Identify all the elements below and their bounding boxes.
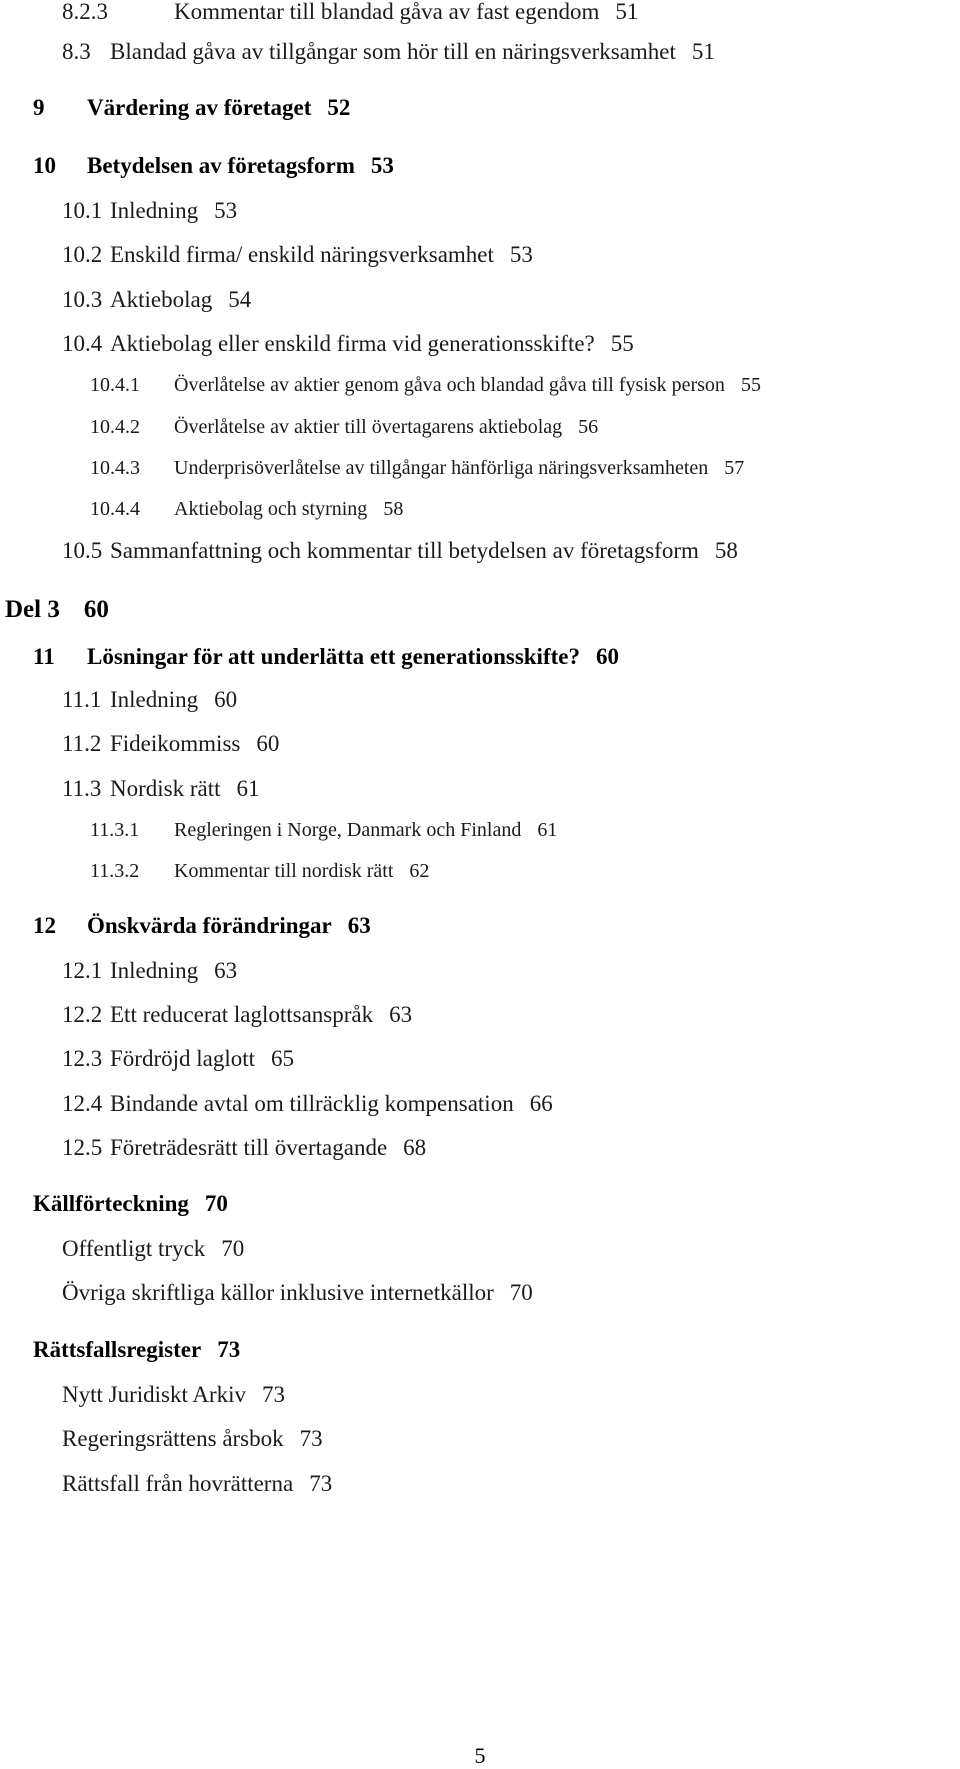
- toc-entry-title: Fördröjd laglott: [110, 1046, 256, 1071]
- toc-entry-title: Kommentar till nordisk rätt: [174, 860, 394, 882]
- toc-entry-page: 55: [610, 331, 634, 356]
- toc-entry[interactable]: [62, 1237, 244, 1260]
- toc-entry-page: 54: [228, 287, 252, 312]
- toc-entry-page: 60: [256, 731, 280, 756]
- toc-entry-title: Underprisöverlåtelse av tillgångar hänförliga näringsverksamheten: [174, 457, 709, 479]
- toc-entry-title: Källförteckning: [33, 1191, 189, 1216]
- toc-entry-title: Inledning: [110, 198, 199, 223]
- toc-entry-title: Bindande avtal om tillräcklig kompensation: [110, 1091, 514, 1116]
- toc-entry-number: 12.1: [62, 958, 103, 983]
- toc-entry[interactable]: [62, 332, 634, 355]
- toc-entry[interactable]: [62, 688, 237, 711]
- toc-entry-page: 63: [347, 913, 371, 938]
- toc-entry-number: 11.3.1: [90, 819, 140, 841]
- toc-entry[interactable]: [90, 820, 557, 840]
- toc-entry-page: 60: [595, 644, 619, 669]
- toc-entry-title: Enskild firma/ enskild näringsverksamhet: [110, 242, 494, 267]
- toc-entry[interactable]: [33, 645, 619, 668]
- toc-entry-page: 60: [83, 596, 109, 623]
- toc-entry-page: 66: [529, 1091, 553, 1116]
- toc-entry-title: Lösningar för att underlätta ett generationsskifte?: [87, 644, 580, 669]
- toc-entry-title: Övriga skriftliga källor inklusive internetkällor: [62, 1280, 494, 1305]
- toc-entry-page: 73: [262, 1382, 286, 1407]
- toc-entry-title: Rättsfallsregister: [33, 1337, 202, 1362]
- toc-entry[interactable]: [33, 154, 394, 177]
- toc-entry-title: Betydelsen av företagsform: [87, 153, 355, 178]
- toc-entry-title: Blandad gåva av tillgångar som hör till en näringsverksamhet: [110, 39, 676, 64]
- toc-entry-page: 63: [214, 958, 238, 983]
- toc-entry-title: Offentligt tryck: [62, 1236, 206, 1261]
- toc-entry-page: 53: [509, 242, 533, 267]
- toc-entry-title: Aktiebolag och styrning: [174, 498, 368, 520]
- toc-entry-page: 53: [214, 198, 238, 223]
- toc-entry[interactable]: [90, 417, 598, 437]
- toc-entry-number: 11.1: [62, 687, 102, 712]
- toc-entry-page: 57: [724, 457, 745, 479]
- toc-entry-page: 55: [740, 374, 761, 396]
- toc-entry-page: 73: [217, 1337, 241, 1362]
- toc-entry[interactable]: [62, 288, 251, 311]
- toc-entry-page: 70: [204, 1191, 228, 1216]
- toc-entry[interactable]: [5, 597, 109, 622]
- toc-entry[interactable]: [62, 1136, 426, 1159]
- toc-entry-number: 12: [33, 913, 56, 938]
- toc-entry[interactable]: [62, 243, 533, 266]
- toc-entry[interactable]: [62, 1427, 323, 1450]
- toc-entry[interactable]: [33, 1192, 228, 1215]
- toc-entry-page: 61: [236, 776, 260, 801]
- toc-entry[interactable]: [90, 375, 761, 395]
- toc-entry-page: 51: [691, 39, 715, 64]
- toc-entry[interactable]: [90, 499, 403, 519]
- toc-entry-title: Fideikommiss: [110, 731, 241, 756]
- toc-entry-title: Rättsfall från hovrätterna: [62, 1471, 294, 1496]
- toc-entry-title: Inledning: [110, 687, 199, 712]
- toc-entry-number: 8.3: [62, 39, 91, 64]
- toc-entry[interactable]: [62, 732, 279, 755]
- toc-entry[interactable]: [62, 40, 715, 63]
- toc-entry-page: 60: [214, 687, 238, 712]
- toc-entry-page: 52: [327, 95, 351, 120]
- toc-entry[interactable]: [90, 861, 429, 881]
- toc-entry[interactable]: [62, 1281, 533, 1304]
- toc-entry-title: Sammanfattning och kommentar till betydelsen av företagsform: [110, 538, 699, 563]
- toc-entry-title: Överlåtelse av aktier till övertagarens aktiebolag: [174, 416, 563, 438]
- toc-entry-number: 10.4.2: [90, 416, 140, 438]
- toc-entry-title: Värdering av företaget: [87, 95, 312, 120]
- toc-entry[interactable]: [62, 0, 638, 23]
- toc-entry-page: 62: [409, 860, 430, 882]
- toc-entry[interactable]: [33, 96, 350, 119]
- toc-entry-number: 10.1: [62, 198, 103, 223]
- toc-entry-page: 58: [383, 498, 404, 520]
- toc-entry-page: 63: [389, 1002, 413, 1027]
- toc-entry-number: 10.4.1: [90, 374, 140, 396]
- toc-entry-number: 11: [33, 644, 55, 669]
- toc-entry-number: 10.4.4: [90, 498, 140, 520]
- toc-entry-page: 68: [403, 1135, 427, 1160]
- toc-entry-page: 51: [615, 0, 639, 24]
- toc-entry-page: 65: [271, 1046, 295, 1071]
- toc-entry[interactable]: [33, 1338, 240, 1361]
- toc-entry-title: Regleringen i Norge, Danmark och Finland: [174, 819, 522, 841]
- toc-entry-number: 10: [33, 153, 56, 178]
- toc-entry[interactable]: [62, 199, 237, 222]
- toc-entry-number: 12.5: [62, 1135, 103, 1160]
- toc-entry-number: 10.4: [62, 331, 103, 356]
- toc-entry[interactable]: [33, 914, 371, 937]
- toc-entry[interactable]: [62, 1472, 332, 1495]
- toc-entry-number: 10.2: [62, 242, 103, 267]
- toc-entry-title: Önskvärda förändringar: [87, 913, 332, 938]
- toc-entry-number: 12.4: [62, 1091, 103, 1116]
- toc-entry-title: Aktiebolag eller enskild firma vid generationsskifte?: [110, 331, 595, 356]
- toc-entry-page: 70: [509, 1280, 533, 1305]
- toc-entry-title: Nordisk rätt: [110, 776, 221, 801]
- toc-entry-title: Kommentar till blandad gåva av fast egendom: [174, 0, 600, 24]
- toc-entry-title: Företrädesrätt till övertagande: [110, 1135, 388, 1160]
- toc-entry[interactable]: [62, 1092, 553, 1115]
- toc-entry-page: 73: [309, 1471, 333, 1496]
- toc-entry-page: 58: [714, 538, 738, 563]
- toc-entry-number: 11.3.2: [90, 860, 140, 882]
- toc-entry[interactable]: [62, 1003, 412, 1026]
- toc-entry-title: Ett reducerat laglottsanspråk: [110, 1002, 374, 1027]
- toc-entry[interactable]: [90, 458, 744, 478]
- toc-entry[interactable]: [62, 1383, 285, 1406]
- toc-entry-number: 10.4.3: [90, 457, 140, 479]
- toc-entry-number: 8.2.3: [62, 0, 108, 24]
- toc-entry[interactable]: [62, 777, 260, 800]
- toc-entry-title: Regeringsrättens årsbok: [62, 1426, 284, 1451]
- toc-entry-title: Nytt Juridiskt Arkiv: [62, 1382, 247, 1407]
- toc-entry-number: 10.5: [62, 538, 103, 563]
- page-number: 5: [474, 1743, 486, 1768]
- toc-entry-number: 11.3: [62, 776, 102, 801]
- toc-entry-number: 12.3: [62, 1046, 103, 1071]
- toc-entry[interactable]: [62, 539, 738, 562]
- toc-entry-page: 61: [537, 819, 558, 841]
- toc-entry-title: Överlåtelse av aktier genom gåva och blandad gåva till fysisk person: [174, 374, 725, 396]
- toc-entry-page: 73: [299, 1426, 323, 1451]
- toc-entry-title: Inledning: [110, 958, 199, 983]
- toc-entry-number: 11.2: [62, 731, 102, 756]
- toc-entry-page: 56: [578, 416, 599, 438]
- toc-entry-number: 12.2: [62, 1002, 103, 1027]
- toc-entry-number: 9: [33, 95, 45, 120]
- toc-entry-title: Del 3: [5, 596, 60, 623]
- toc-entry-page: 70: [221, 1236, 245, 1261]
- toc-entry[interactable]: [62, 1047, 294, 1070]
- toc-entry-number: 10.3: [62, 287, 103, 312]
- toc-entry[interactable]: [62, 959, 237, 982]
- toc-entry-page: 53: [370, 153, 394, 178]
- toc-entry-title: Aktiebolag: [110, 287, 213, 312]
